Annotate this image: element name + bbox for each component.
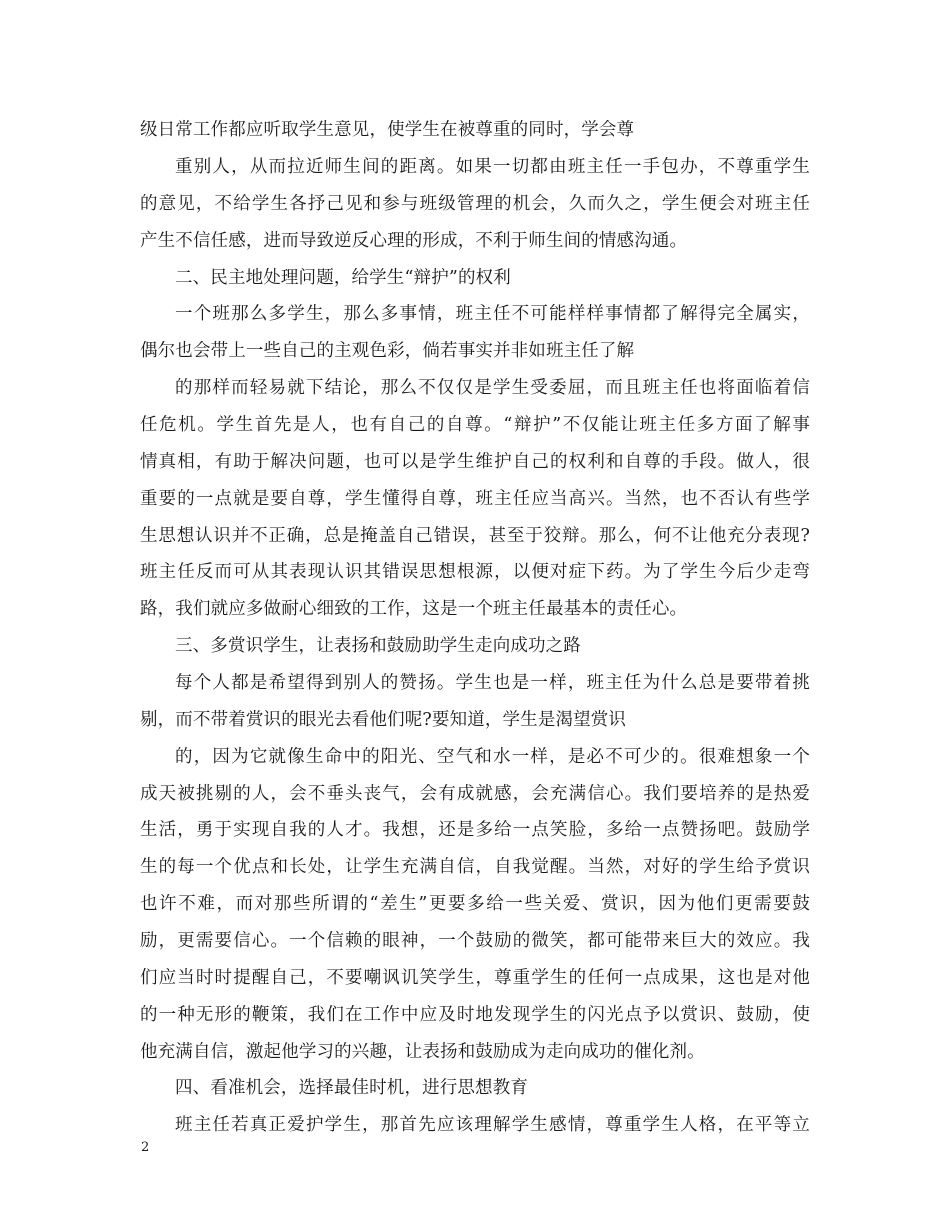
text-line: 他充满自信，激起他学习的兴趣，让表扬和鼓励成为走向成功的催化剂。 bbox=[140, 1042, 705, 1062]
text-line: 班主任若真正爱护学生，那首先应该理解学生感情，尊重学生人格，在平等立 bbox=[175, 1115, 810, 1135]
text-line: 偶尔也会带上一些自己的主观色彩，倘若事实并非如班主任了解 bbox=[140, 341, 635, 361]
page-number: 2 bbox=[141, 1140, 150, 1155]
text-line: 们应当时时提醒自己，不要嘲讽讥笑学生，尊重学生的任何一点成果，这也是对他 bbox=[140, 968, 810, 988]
text-line: 生思想认识并不正确，总是掩盖自己错误，甚至于狡辩。那么，何不让他充分表现? bbox=[140, 526, 810, 546]
text-line: 励，更需要信心。一个信赖的眼神，一个鼓励的微笑，都可能带来巨大的效应。我 bbox=[140, 931, 810, 951]
text-line: 剔，而不带着赏识的眼光去看他们呢?要知道，学生是渴望赏识 bbox=[140, 710, 627, 730]
text-line: 每个人都是希望得到别人的赞扬。学生也是一样，班主任为什么总是要带着挑 bbox=[175, 673, 810, 693]
text-line: 情真相，有助于解决问题，也可以是学生维护自己的权利和自尊的手段。做人，很 bbox=[140, 452, 810, 472]
text-line: 任危机。学生首先是人，也有自己的自尊。“辩护”不仅能让班主任多方面了解事 bbox=[140, 415, 810, 435]
section-heading: 三、多赏识学生，让表扬和鼓励助学生走向成功之路 bbox=[175, 636, 581, 656]
text-line: 生活，勇于实现自我的人才。我想，还是多给一点笑脸，多给一点赞扬吧。鼓励学 bbox=[140, 820, 810, 840]
text-line: 生的每一个优点和长处，让学生充满自信，自我觉醒。当然，对好的学生给予赏识 bbox=[140, 857, 810, 877]
text-line: 级日常工作都应听取学生意见，使学生在被尊重的同时，学会尊 bbox=[140, 120, 635, 140]
text-line: 也许不难，而对那些所谓的“差生”更要多给一些关爱、赏识，因为他们更需要鼓 bbox=[140, 894, 810, 914]
text-line: 路，我们就应多做耐心细致的工作，这是一个班主任最基本的责任心。 bbox=[140, 599, 688, 619]
text-line: 产生不信任感，进而导致逆反心理的形成，不利于师生间的情感沟通。 bbox=[140, 231, 688, 251]
text-line: 重别人，从而拉近师生间的距离。如果一切都由班主任一手包办，不尊重学生 bbox=[175, 157, 810, 177]
text-line: 的一种无形的鞭策，我们在工作中应及时地发现学生的闪光点予以赏识、鼓励，使 bbox=[140, 1005, 810, 1025]
text-line: 班主任反而可从其表现认识其错误思想根源，以便对症下药。为了学生今后少走弯 bbox=[140, 562, 810, 582]
text-line: 一个班那么多学生，那么多事情，班主任不可能样样事情都了解得完全属实， bbox=[175, 304, 810, 324]
section-heading: 二、民主地处理问题，给学生“辩护”的权利 bbox=[175, 268, 511, 288]
text-line: 的意见，不给学生各抒己见和参与班级管理的机会，久而久之，学生便会对班主任 bbox=[140, 194, 810, 214]
section-heading: 四、看准机会，选择最佳时机，进行思想教育 bbox=[175, 1078, 528, 1098]
text-line: 成天被挑剔的人，会不垂头丧气，会有成就感，会充满信心。我们要培养的是热爱 bbox=[140, 784, 810, 804]
text-line: 重要的一点就是要自尊，学生懂得自尊，班主任应当高兴。当然，也不否认有些学 bbox=[140, 489, 810, 509]
text-line: 的，因为它就像生命中的阳光、空气和水一样，是必不可少的。很难想象一个 bbox=[175, 747, 810, 767]
text-line: 的那样而轻易就下结论，那么不仅仅是学生受委屈，而且班主任也将面临着信 bbox=[175, 378, 810, 398]
